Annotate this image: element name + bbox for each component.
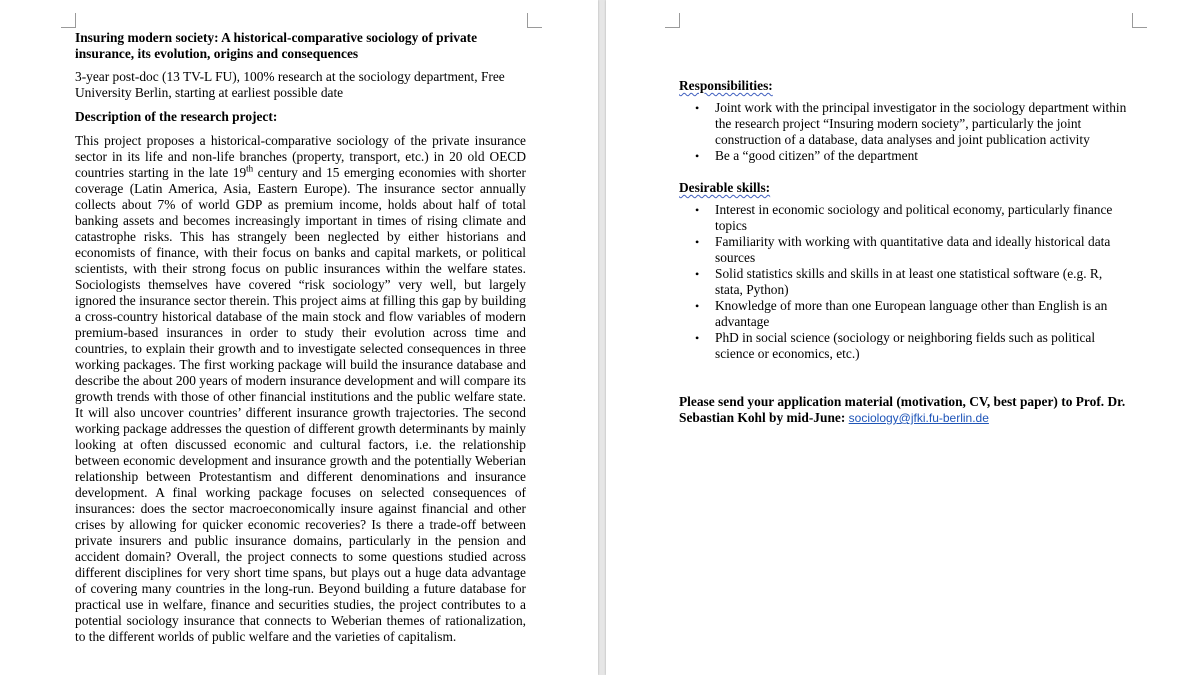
project-description [75,133,526,645]
skills-heading [679,180,1131,196]
margin-crop-mark-top-left [61,13,76,28]
right-page-body[interactable] [679,78,1131,439]
margin-crop-mark-top-left [665,13,680,28]
left-page-body[interactable] [75,30,526,645]
list-item: • Solid statistics skills and skills in at least one statistical software (e.g. R, stata, Python) [715,266,1131,298]
description-superscript: th [246,163,254,174]
description-text-part1: This project proposes a historical-comparative sociology of the private insurance sector in its life and non-life branches (property, transport, etc.) in 20 old OECD countries starting in the late 19 [75,133,526,180]
list-item: • Knowledge of more than one European language other than English is an advantage [715,298,1131,330]
margin-crop-mark-top-right [1132,13,1147,28]
list-item: • Familiarity with working with quantitative data and ideally historical data sources [715,234,1131,266]
application-instructions [679,394,1131,426]
document-title: Insuring modern society: A historical-comparative sociology of private insurance, its evolution, origins and consequences [75,30,478,61]
responsibilities-list [679,100,1131,164]
list-item: • PhD in social science (sociology or neighboring fields such as political science or economics, etc.) [715,330,1131,362]
description-text-part2: century and 15 emerging economies with shorter coverage (Latin America, Asia, Eastern Europe). The insurance sector annually collects about 7% of world GDP as premium income, holds about half of total banking assets and becomes increasingly important in times of rising climate and catastrophe risks. This has strangely been neglected by either historians and economists of finance, with their focus on banks and capital markets, or political scientists, with their strong focus on public insurances within the welfare states. Sociologists themselves have covered “risk sociology” very well, but largely ignored the insurance sector therein. This project aims at filling this gap by building a cross-country historical database of the main stock and flow variables of modern premium-based insurances in order to study their evolution across time and countries, to explain their growth and to investigate selected consequences in three working packages. The first working package will build the insurance database and describe the about 200 years of modern insurance development and will compare its growth trends with those of other financial institutions and the public welfare state. It will also uncover countries’ different insurance growth trajectories. The second working package addresses the question of different growth determinants by mainly looking at often discussed economic and cultural factors, i.e. the relationship between economic development and insurance growth and the potentially Weberian relationship between Protestantism and different denominations and insurance development. A final working package focuses on selected consequences of insurances: does the sector macroeconomically insure against financial and other crises by allowing for quicker economic recoveries? Is there a trade-off between private insurers and public insurance domains, particularly in the pension and accident domain? Overall, the project connects to some questions studied across different disciplines for very short time spans, but plays out a huge data advantage of covering many countries in the long-run. Beyond building a future database for practical use in welfare, finance and securities studies, the project contributes to a potential sociology insurance that connects to Weberian themes of rationalization, to the different worlds of public welfare and the varieties of capitalism. [75,165,527,644]
position-description: 3-year post-doc (13 TV-L FU), 100% research at the sociology department, Free University Berlin, starting at earliest possible date [75,69,505,100]
document-page-left [0,0,598,675]
document-page-right [606,0,1200,675]
description-heading: Description of the research project: [75,109,278,124]
margin-crop-mark-top-right [527,13,542,28]
application-text: Please send your application material (motivation, CV, best paper) to Prof. Dr. Sebastian Kohl by mid-June: [679,394,1126,425]
list-item: • Interest in economic sociology and political economy, particularly finance topics [715,202,1131,234]
responsibilities-heading [679,78,1131,94]
application-email-link[interactable]: sociology@jfki.fu-berlin.de [848,411,989,425]
list-item: • Joint work with the principal investigator in the sociology department within the research project “Insuring modern society”, particularly the joint construction of a database, data analyses and joint publication activity [715,100,1131,148]
skills-list [679,202,1131,362]
responsibilities-heading-text: Responsibilities: [679,78,773,93]
skills-heading-text: Desirable skills: [679,180,771,195]
list-item: • Be a “good citizen” of the department [715,148,1131,164]
